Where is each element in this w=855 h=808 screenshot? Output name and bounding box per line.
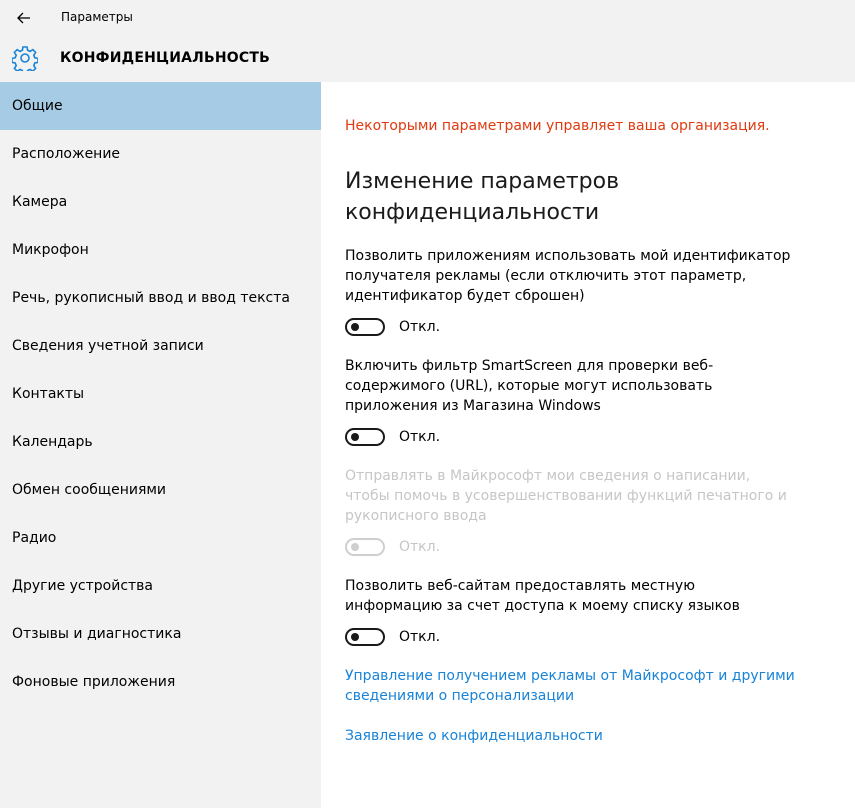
setting-description: Отправлять в Майкрософт мои сведения о написании, чтобы помочь в усовершенствовании функций печатного и рукописного ввода (345, 468, 787, 524)
sidebar-item-account-info[interactable]: Сведения учетной записи (12, 338, 204, 354)
back-arrow-icon (17, 12, 31, 24)
setting-smartscreen (345, 356, 795, 448)
sidebar-item-radios[interactable]: Радио (12, 530, 57, 546)
setting-description: Включить фильтр SmartScreen для проверки веб-содержимого (URL), которые могут использовать приложения из Магазина Windows (345, 358, 714, 414)
gear-icon (12, 45, 38, 71)
toggle-state-label: Откл. (399, 319, 441, 335)
sidebar-item-location[interactable]: Расположение (12, 146, 121, 162)
back-button[interactable] (10, 6, 38, 30)
toggle-knob (351, 633, 359, 641)
setting-advertising-id (345, 246, 795, 338)
page-title: КОНФИДЕНЦИАЛЬНОСТЬ (60, 50, 270, 66)
sidebar-item-general[interactable]: Общие (0, 82, 321, 130)
setting-description: Позволить приложениям использовать мой идентификатор получателя рекламы (если отключить этот параметр, идентификатор будет сброшен) (345, 248, 791, 304)
toggle-state-label: Откл. (399, 539, 441, 555)
sidebar-item-contacts[interactable]: Контакты (12, 386, 85, 402)
page-header (0, 37, 855, 82)
toggle-state-label: Откл. (399, 429, 441, 445)
sidebar (0, 82, 321, 808)
title-bar (0, 0, 855, 37)
sidebar-item-messaging[interactable]: Обмен сообщениями (12, 482, 167, 498)
setting-description: Позволить веб-сайтам предоставлять местную информацию за счет доступа к моему списку языков (345, 578, 740, 614)
sidebar-item-other-devices[interactable]: Другие устройства (12, 578, 153, 594)
manage-ads-link[interactable]: Управление получением рекламы от Майкрософт и другими сведениями о персонализации (345, 668, 795, 704)
sidebar-item-microphone[interactable]: Микрофон (12, 242, 89, 258)
sidebar-item-calendar[interactable]: Календарь (12, 434, 93, 450)
privacy-statement-link[interactable]: Заявление о конфиденциальности (345, 728, 603, 744)
toggle-knob (351, 433, 359, 441)
toggle-knob (351, 323, 359, 331)
setting-typing-info (345, 466, 795, 558)
sidebar-item-feedback[interactable]: Отзывы и диагностика (12, 626, 182, 642)
section-heading: Изменение параметров конфиденциальности (345, 169, 620, 225)
advertising-id-toggle[interactable] (345, 318, 385, 336)
language-list-toggle[interactable] (345, 628, 385, 646)
setting-language-list (345, 576, 795, 648)
sidebar-item-background-apps[interactable]: Фоновые приложения (12, 674, 176, 690)
sidebar-item-speech[interactable]: Речь, рукописный ввод и ввод текста (12, 290, 290, 306)
managed-warning: Некоторыми параметрами управляет ваша организация. (345, 118, 770, 134)
sidebar-item-camera[interactable]: Камера (12, 194, 68, 210)
toggle-state-label: Откл. (399, 629, 441, 645)
smartscreen-toggle[interactable] (345, 428, 385, 446)
window-title: Параметры (61, 10, 133, 24)
toggle-knob (351, 543, 359, 551)
typing-info-toggle (345, 538, 385, 556)
